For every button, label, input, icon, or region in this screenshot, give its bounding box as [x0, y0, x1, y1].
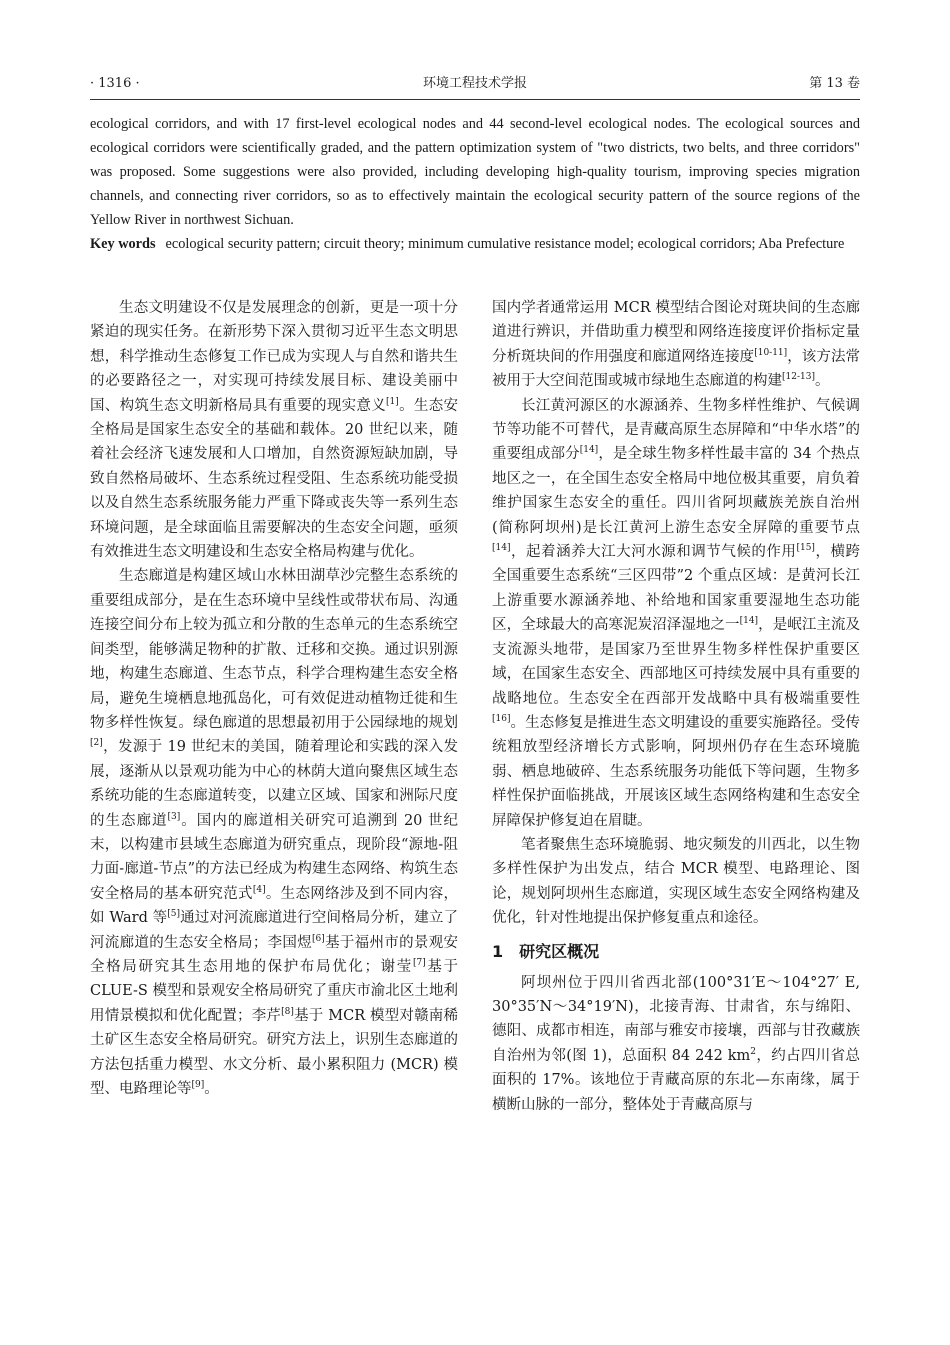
running-header	[90, 72, 860, 96]
citation: [14]	[579, 445, 599, 456]
paragraph-5	[492, 971, 860, 1117]
text-run: 国内学者通常运用 MCR 模型结合图论对斑块间的生态廊道进行辨识，并借助重力模型和网络连接度评价指标定量分析斑块间的作用强度和廊道网络连接度	[492, 300, 860, 365]
citation: [2]	[90, 738, 103, 749]
paragraph-1	[90, 296, 458, 564]
text-run: 基于 CLUE-S 模型和景观安全格局研究了重庆市渝北区土地利用情景模拟和优化配置；李芹	[90, 958, 458, 1024]
text-run: 长江黄河源区的水源涵养、生物多样性维护、气候调节等功能不可替代，是青藏高原生态屏障和“中华水塔”的重要组成部分	[492, 397, 860, 463]
citation: [10-11]	[754, 347, 788, 358]
page-number: · 1316 ·	[90, 76, 140, 91]
text-run: 生态文明建设不仅是发展理念的创新，更是一项十分紧迫的现实任务。在新形势下深入贯彻习近平生态文明思想，科学推动生态修复工作已成为实现人与自然和谐共生的必要路径之一，对实现可持续发展目标、建设美丽中国、构筑生态文明新格局具有重要的现实意义	[90, 300, 458, 414]
section-title: 研究区概况	[519, 941, 600, 961]
text-run: 。国内的廊道相关研究可追溯到 20 世纪末，以构建市县域生态廊道为研究重点，现阶段“源地-阻力面-廊道-节点”的方法已经成为构建生态网络、构筑生态安全格局的基本研究范式	[90, 812, 459, 902]
citation: [3]	[167, 811, 181, 822]
text-run: ，发源于 19 世纪末的美国，随着理论和实践的深入发展，逐渐从以景观功能为中心的林荫大道向聚焦区域生态系统功能的生态廊道转变，以建立区域、国家和洲际尺度的生态廊道	[90, 739, 458, 829]
paragraph-2	[90, 564, 458, 1101]
text-run: ，横跨全国重要生态系统“三区四带”2 个重点区域：是黄河长江上游重要水源涵养地、补给地和国家重要湿地生态功能区，全球最大的高寒泥炭沼泽湿地之一	[492, 544, 861, 634]
keywords-line	[90, 232, 860, 256]
text-run: ，约占四川省总面积的 17%。该地位于青藏高原的东北—东南缘，属于横断山脉的一部分，整体处于青藏高原与	[492, 1047, 861, 1113]
header-rule	[90, 99, 860, 100]
abstract-text: ecological corridors, and with 17 first-level ecological nodes and 44 second-level ecological nodes. The ecological sources and ecological corridors were scientifically graded, and the pattern optimization system of "two districts, two belts, and three corridors" was proposed. Some suggestions were also provided, including developing high-quality tourism, improving species migration channels, and connecting river corridors, so as to effectively maintain the ecological security pattern of the source regions of the Yellow River in northwest Sichuan.	[90, 116, 860, 228]
citation: [9]	[191, 1080, 205, 1091]
citation: [12-13]	[782, 372, 815, 383]
volume-number: 第 13 卷	[809, 76, 860, 91]
text-run: ，是全球生物多样性最丰富的 34 个热点地区之一，在全国生态安全格局中地位极其重要，肩负着维护国家生态安全的重任。四川省阿坝藏族羌族自治州(简称阿坝州)是长江黄河上游生态安全屏障的重要节点	[492, 446, 861, 536]
citation: [5]	[167, 909, 180, 920]
citation: [8]	[281, 1006, 294, 1017]
superscript: 2	[750, 1046, 757, 1057]
citation: [16]	[492, 714, 511, 725]
text-run: 通过对河流廊道进行空间格局分析，建立了河流廊道的生态安全格局；李国煜	[90, 910, 458, 951]
left-column	[90, 296, 458, 1101]
text-run: 。生态网络涉及到不同内容，如 Ward 等	[90, 885, 459, 927]
text-run: ，起着涵养大江大河水源和调节气候的作用	[510, 544, 797, 561]
citation: [1]	[386, 396, 399, 407]
text-run: 基于 MCR 模型对赣南稀土矿区生态安全格局研究。研究方法上，识别生态廊道的方法包括重力模型、水文分析、最小累积阻力 (MCR) 模型、电路理论等	[90, 1007, 458, 1097]
paragraph-4: 笔者聚焦生态环境脆弱、地灾频发的川西北，以生物多样性保护为出发点，结合 MCR 模型、电路理论、图论，规划阿坝州生态廊道，实现区域生态安全网络构建及优化，针对性地提出保护修复重点和途径。	[492, 836, 860, 927]
citation: [15]	[796, 543, 815, 554]
citation: [7]	[412, 958, 426, 969]
text-run: 。	[814, 373, 830, 390]
section-number: 1	[492, 941, 504, 961]
paragraph-2-continued	[492, 296, 860, 394]
section-heading	[492, 939, 860, 965]
keywords-label: Key words	[90, 236, 156, 252]
text-run: 基于福州市的景观安全格局研究其生态用地的保护布局优化；谢莹	[90, 934, 458, 975]
text-run: 。生态修复是推进生态文明建设的重要实施路径。受传统粗放型经济增长方式影响，阿坝州仍存在生态环境脆弱、栖息地破碎、生态系统服务功能低下等问题，生物多样性保护面临挑战，开展该区域生态网络构建和生态安全屏障保护修复迫在眉睫。	[492, 714, 860, 829]
text-run: ，是岷江主流及支流源头地带，是国家乃至世界生物多样性保护重要区域，在国家生态安全、西部地区可持续发展中具有重要的战略地位。生态安全在西部开发战略中具有极端重要性	[492, 617, 861, 707]
text-run: 阿坝州位于四川省西北部(100°31′E～104°27′ E, 30°35′N～34°19′N)，北接青海、甘肃省，东与绵阳、德阳、成都市相连，南部与雅安市接壤，西部与甘孜藏族自治州为邻(图 1)，总面积 84 242 km	[492, 974, 860, 1064]
text-run: ，该方法常被用于大空间范围或城市绿地生态廊道的构建	[492, 348, 861, 390]
citation: [14]	[739, 616, 759, 627]
journal-title: 环境工程技术学报	[422, 76, 527, 91]
text-run: 生态廊道是构建区域山水林田湖草沙完整生态系统的重要组成部分，是在生态环境中呈线性或带状布局、沟通连接空间分布上较为孤立和分散的生态单元的生态系统空间类型，能够满足物种的扩散、迁移和交换。通过识别源地，构建生态廊道、生态节点，科学合理构建生态安全格局，避免生境栖息地孤岛化，可有效促进动植物迁徙和生物多样性恢复。绿色廊道的思想最初用于公园绿地的规划	[90, 568, 458, 731]
citation: [6]	[312, 933, 325, 944]
citation: [14]	[492, 543, 511, 554]
english-abstract	[90, 112, 860, 256]
text-run: 。	[204, 1081, 219, 1097]
citation: [4]	[252, 884, 266, 895]
paragraph-3	[492, 394, 860, 833]
right-column	[492, 296, 860, 1117]
keywords-text: ecological security pattern; circuit theory; minimum cumulative resistance model; ecological corridors; Aba Prefecture	[165, 236, 845, 252]
text-run: 。生态安全格局是国家生态安全的基础和载体。20 世纪以来，随着社会经济飞速发展和人口增加，自然资源短缺加剧，导致自然格局破坏、生态系统过程受阻、生态系统功能受损以及自然生态系统服务能力严重下降或丧失等一系列生态环境问题，是全球面临且需要解决的生态安全问题，亟须有效推进生态文明建设和生态安全格局构建与优化。	[90, 397, 459, 561]
